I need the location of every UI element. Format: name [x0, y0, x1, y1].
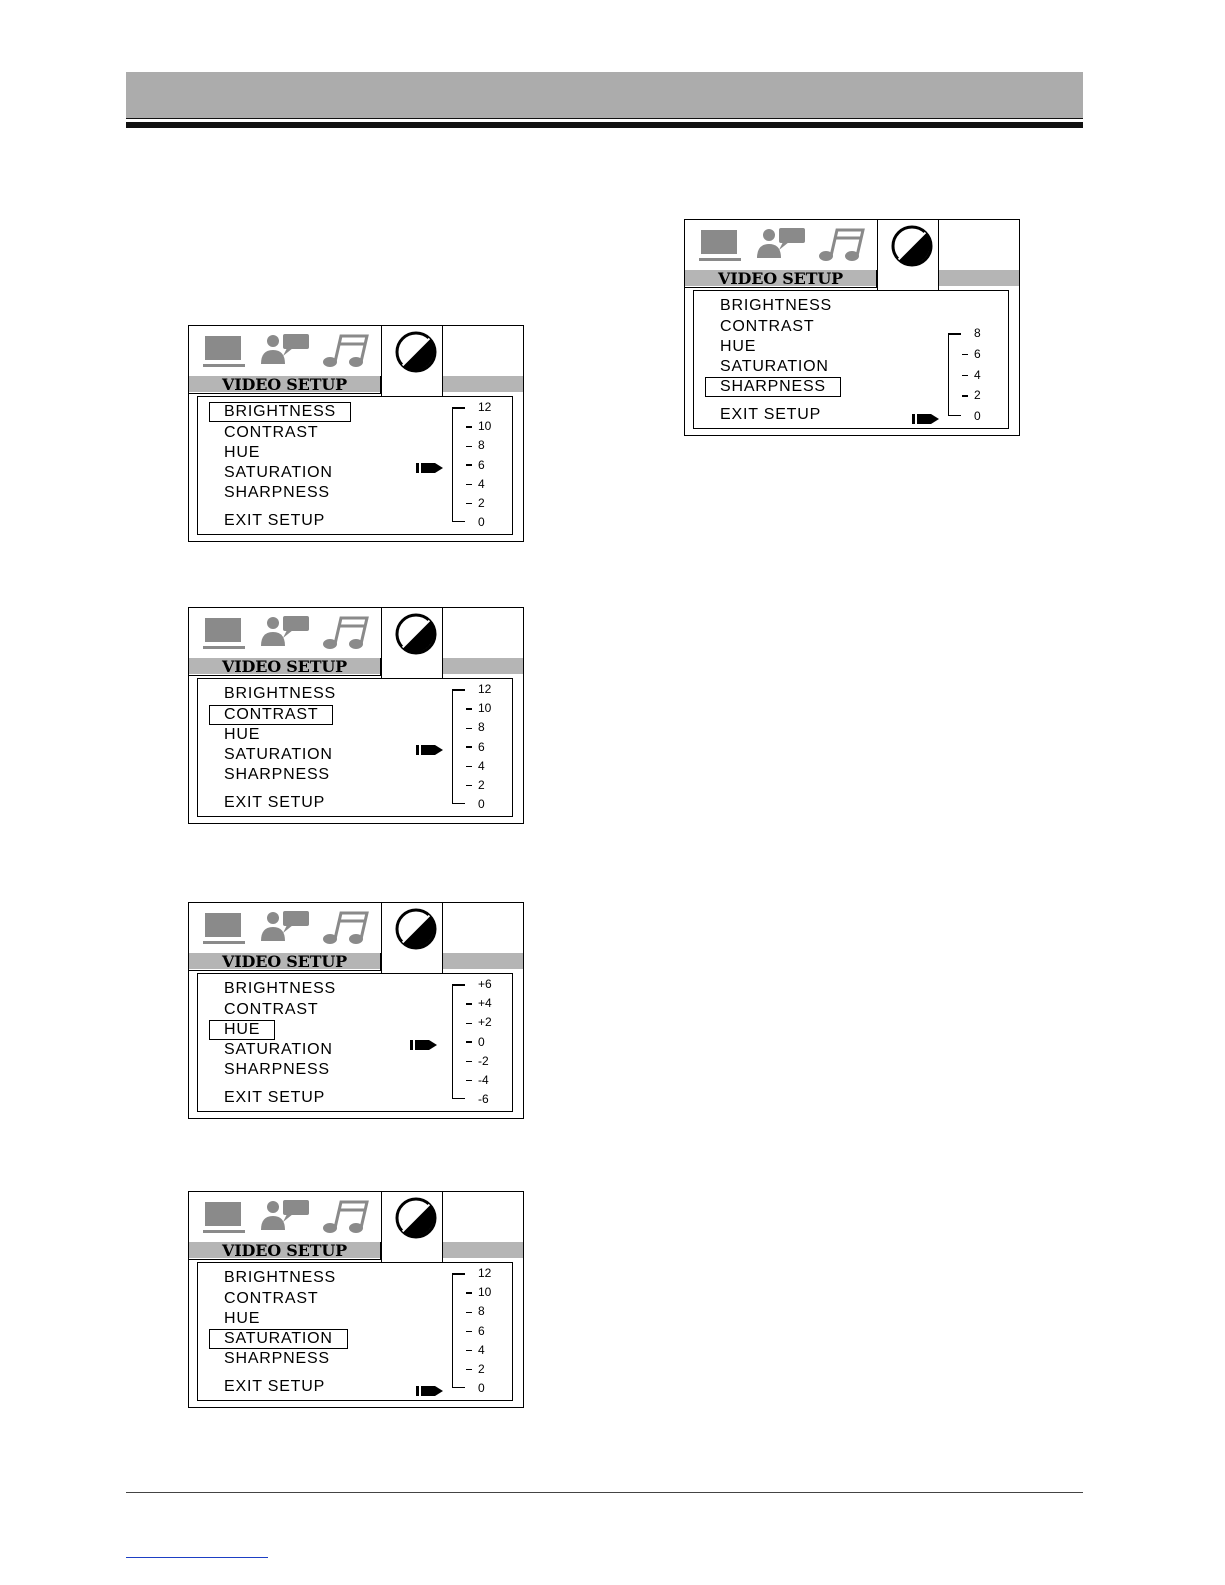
setup-tab-icons — [189, 1192, 381, 1242]
scale-tick — [962, 326, 981, 340]
menu-item-sharpness[interactable]: SHARPNESS — [224, 484, 330, 501]
panel-title: VIDEO SETUP — [189, 953, 381, 971]
panel-title: VIDEO SETUP — [189, 376, 381, 394]
scale-tick — [466, 496, 485, 510]
tick-label: 2 — [478, 495, 485, 510]
scale-tick — [466, 977, 492, 991]
menu-item-contrast[interactable]: CONTRAST — [210, 706, 332, 724]
footer-rule — [126, 1492, 1083, 1493]
tick-label: -2 — [478, 1053, 489, 1068]
tick-mark — [466, 708, 472, 709]
scale-tick — [466, 740, 485, 754]
scale-tick — [466, 1304, 485, 1318]
tick-label: 12 — [478, 1266, 492, 1280]
setup-tab-icons — [189, 326, 381, 376]
tick-mark — [466, 1080, 472, 1081]
tick-mark — [466, 746, 472, 748]
tick-label: 10 — [478, 419, 492, 434]
level-scale — [948, 326, 1008, 423]
menu-body — [197, 396, 513, 535]
menu-item-saturation[interactable]: SATURATION — [224, 746, 333, 763]
tick-mark — [466, 464, 472, 466]
menu-item-saturation[interactable]: SATURATION — [210, 1330, 347, 1348]
tick-label: 12 — [478, 400, 492, 414]
scale-bracket — [452, 1273, 465, 1388]
menu-body — [693, 290, 1009, 429]
menu-item-sharpness[interactable]: SHARPNESS — [224, 766, 330, 783]
menu-item-saturation[interactable]: SATURATION — [224, 464, 333, 481]
level-pointer-icon — [410, 1036, 438, 1055]
tick-mark — [466, 766, 472, 767]
scale-tick — [466, 1266, 491, 1280]
scale-tick — [962, 347, 981, 361]
tick-label: 4 — [974, 367, 981, 382]
tick-mark — [466, 426, 472, 427]
tick-mark — [466, 484, 472, 485]
scale-tick — [466, 1324, 485, 1338]
level-scale — [452, 400, 512, 529]
tick-mark — [466, 1003, 472, 1004]
tick-label: 2 — [478, 777, 485, 792]
menu-item-sharpness[interactable]: SHARPNESS — [224, 1350, 330, 1367]
menu-item-hue[interactable]: HUE — [224, 444, 261, 461]
scale-tick — [466, 996, 492, 1010]
menu-item-brightness[interactable]: BRIGHTNESS — [224, 1269, 337, 1286]
video-setup-panel — [188, 902, 524, 1119]
tick-label: 8 — [974, 326, 981, 340]
tick-mark — [466, 1312, 472, 1313]
tick-label: 2 — [478, 1361, 485, 1376]
menu-body — [197, 1262, 513, 1401]
scale-bracket — [948, 333, 961, 416]
tick-mark — [466, 446, 472, 447]
tick-label: +2 — [478, 1015, 492, 1030]
tick-label: 12 — [478, 682, 492, 696]
scale-tick — [466, 400, 491, 414]
tick-label: 0 — [478, 797, 485, 811]
tick-label: +4 — [478, 996, 492, 1011]
menu-item-exit-setup[interactable]: EXIT SETUP — [224, 512, 326, 529]
menu-item-contrast[interactable]: CONTRAST — [224, 424, 319, 441]
video-setup-panel — [188, 1191, 524, 1408]
scale-tick — [466, 1285, 491, 1299]
tick-label: 0 — [478, 515, 485, 529]
menu-item-saturation[interactable]: SATURATION — [224, 1041, 333, 1058]
video-setup-panel — [188, 325, 524, 542]
tick-mark — [466, 1061, 472, 1062]
level-scale — [452, 682, 512, 811]
tick-label: 10 — [478, 701, 492, 716]
menu-item-exit-setup[interactable]: EXIT SETUP — [224, 1378, 326, 1395]
scale-tick — [962, 409, 981, 423]
level-pointer-icon — [416, 741, 444, 760]
menu-item-exit-setup[interactable]: EXIT SETUP — [224, 1089, 326, 1106]
scale-tick — [466, 1035, 485, 1049]
tick-label: 0 — [478, 1034, 485, 1049]
scale-tick — [466, 1362, 485, 1376]
tick-mark — [466, 1350, 472, 1351]
menu-item-contrast[interactable]: CONTRAST — [224, 1001, 319, 1018]
menu-item-exit-setup[interactable]: EXIT SETUP — [224, 794, 326, 811]
scale-tick — [466, 759, 485, 773]
header-rule — [126, 118, 1083, 119]
panel-title: VIDEO SETUP — [189, 1242, 381, 1260]
tick-mark — [466, 728, 472, 729]
scale-tick — [466, 797, 485, 811]
menu-body — [197, 678, 513, 817]
tick-label: 4 — [478, 476, 485, 491]
level-scale — [452, 977, 512, 1106]
level-pointer-icon — [416, 459, 444, 478]
scale-tick — [466, 682, 491, 696]
tick-mark — [466, 1292, 472, 1293]
tick-mark — [962, 395, 968, 396]
tick-mark — [466, 503, 472, 504]
scale-bracket — [452, 689, 465, 804]
tick-label: 6 — [478, 1323, 485, 1338]
scale-tick — [466, 438, 485, 452]
tick-label: 8 — [478, 1304, 485, 1319]
tick-label: 0 — [478, 1381, 485, 1395]
menu-item-contrast[interactable]: CONTRAST — [224, 1290, 319, 1307]
tick-mark — [466, 1369, 472, 1370]
menu-item-exit-setup[interactable]: EXIT SETUP — [720, 406, 822, 423]
footer-link-underline[interactable] — [126, 1557, 268, 1558]
scale-tick — [466, 515, 485, 529]
tick-mark — [466, 785, 472, 786]
tick-label: 8 — [478, 720, 485, 735]
tick-label: 4 — [478, 758, 485, 773]
menu-body — [197, 973, 513, 1112]
video-setup-panel — [684, 219, 1020, 436]
menu-item-hue[interactable]: HUE — [720, 338, 757, 355]
menu-item-saturation[interactable]: SATURATION — [720, 358, 829, 375]
panel-title: VIDEO SETUP — [189, 658, 381, 676]
setup-tab-icons — [685, 220, 877, 270]
tick-label: 10 — [478, 1285, 492, 1300]
tick-label: 6 — [974, 346, 981, 361]
setup-tab-icons — [189, 903, 381, 953]
scale-tick — [962, 368, 981, 382]
scale-tick — [466, 477, 485, 491]
tick-label: 2 — [974, 388, 981, 403]
tick-label: 6 — [478, 457, 485, 472]
menu-item-brightness[interactable]: BRIGHTNESS — [224, 685, 337, 702]
menu-item-brightness[interactable]: BRIGHTNESS — [210, 403, 350, 421]
scale-tick — [466, 778, 485, 792]
scale-tick — [466, 1073, 489, 1087]
scale-tick — [466, 419, 491, 433]
tick-label: 6 — [478, 739, 485, 754]
menu-item-sharpness[interactable]: SHARPNESS — [224, 1061, 330, 1078]
menu-item-contrast[interactable]: CONTRAST — [720, 318, 815, 335]
scale-bracket — [452, 407, 465, 522]
scale-tick — [466, 701, 491, 715]
level-pointer-icon — [416, 1382, 444, 1401]
tick-mark — [962, 354, 968, 355]
tick-mark — [466, 1041, 472, 1043]
tick-mark — [466, 1331, 472, 1332]
tick-mark — [466, 1023, 472, 1024]
scale-tick — [466, 1054, 489, 1068]
tick-label: -4 — [478, 1072, 489, 1087]
tick-label: -6 — [478, 1092, 489, 1106]
menu-item-hue[interactable]: HUE — [224, 726, 261, 743]
tick-mark — [962, 375, 968, 376]
setup-tab-icons — [189, 608, 381, 658]
tick-label: 0 — [974, 409, 981, 423]
menu-item-hue[interactable]: HUE — [210, 1021, 274, 1039]
scale-tick — [466, 1015, 492, 1029]
scale-tick — [466, 458, 485, 472]
scale-tick — [466, 720, 485, 734]
menu-item-hue[interactable]: HUE — [224, 1310, 261, 1327]
page-header-band — [126, 72, 1083, 118]
scale-tick — [466, 1381, 485, 1395]
tick-label: 4 — [478, 1342, 485, 1357]
scale-tick — [466, 1343, 485, 1357]
video-setup-panel — [188, 607, 524, 824]
scale-bracket — [452, 984, 465, 1099]
panel-title: VIDEO SETUP — [685, 270, 877, 288]
scale-tick — [962, 388, 981, 402]
tick-label: 8 — [478, 438, 485, 453]
level-scale — [452, 1266, 512, 1395]
menu-item-sharpness[interactable]: SHARPNESS — [706, 378, 840, 396]
level-pointer-icon — [912, 410, 940, 429]
scale-tick — [466, 1092, 489, 1106]
menu-item-brightness[interactable]: BRIGHTNESS — [720, 297, 833, 314]
header-rule-thick — [126, 122, 1083, 128]
tick-label: +6 — [478, 977, 492, 991]
menu-item-brightness[interactable]: BRIGHTNESS — [224, 980, 337, 997]
